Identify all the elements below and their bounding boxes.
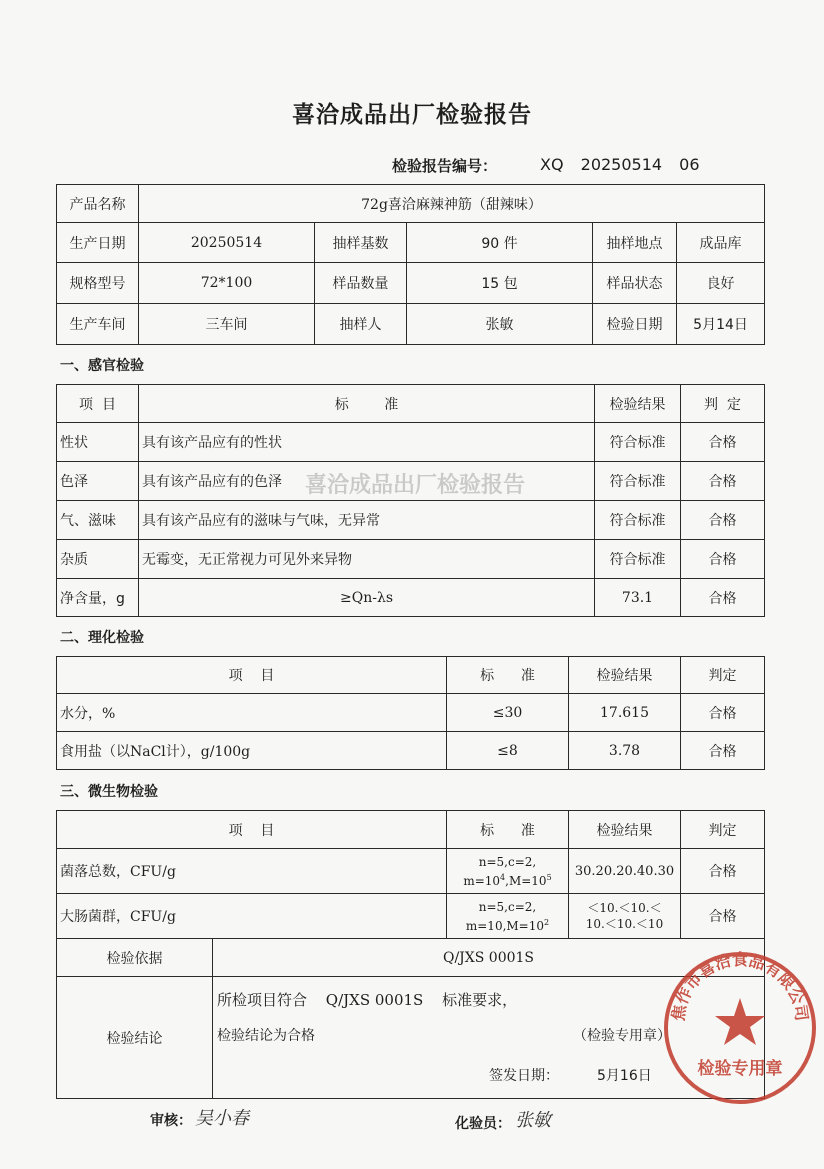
micro-item: 大肠菌群，CFU/g xyxy=(57,894,447,939)
conclusion-line2: 检验结论为合格 xyxy=(217,1028,315,1044)
sensory-header-standard: 标 准 xyxy=(139,385,595,423)
reviewer-signature: 吴小春 xyxy=(195,1108,249,1129)
sensory-result: 符合标准 xyxy=(595,462,681,501)
table-row xyxy=(57,894,765,939)
micro-std-m-exp: 2 xyxy=(544,917,550,927)
sensory-header-item: 项 目 xyxy=(57,385,139,423)
micro-item: 菌落总数，CFU/g xyxy=(57,849,447,894)
show-through-watermark: 喜洽成品出厂检验报告 xyxy=(304,473,525,498)
table-row xyxy=(57,501,765,540)
micro-result xyxy=(569,849,681,894)
table-row xyxy=(57,540,765,579)
seal-purpose: 检验专用章 xyxy=(697,1059,783,1079)
sample-place-label: 抽样地点 xyxy=(593,223,677,263)
table-row xyxy=(57,732,765,770)
test-date-label: 检验日期 xyxy=(593,304,677,345)
sensory-result: 符合标准 xyxy=(595,423,681,462)
sensory-item: 净含量，g xyxy=(57,579,139,617)
physchem-standard: ≤30 xyxy=(447,694,569,732)
tester-signature: 张敏 xyxy=(515,1110,551,1131)
table-row xyxy=(57,849,765,894)
physchem-item: 水分，% xyxy=(57,694,447,732)
seal-company-name: 焦作市喜洽食品有限公司 xyxy=(668,950,812,1023)
physchem-header-result: 检验结果 xyxy=(569,657,681,694)
micro-header-item: 项 目 xyxy=(57,811,447,849)
micro-verdict: 合格 xyxy=(681,849,765,894)
sensory-standard: 具有该产品应有的色泽 xyxy=(139,462,595,501)
sensory-verdict: 合格 xyxy=(681,423,765,462)
micro-std-m: m=10 xyxy=(463,873,501,888)
sensory-result: 符合标准 xyxy=(595,540,681,579)
sensory-result: 符合标准 xyxy=(595,501,681,540)
physchem-table xyxy=(56,656,765,770)
report-title: 喜洽成品出厂检验报告 xyxy=(292,102,532,128)
physchem-header-verdict: 判定 xyxy=(681,657,765,694)
sensory-table xyxy=(56,384,765,617)
physchem-verdict: 合格 xyxy=(681,694,765,732)
micro-header-standard: 标 准 xyxy=(447,811,569,849)
sample-qty-label: 样品数量 xyxy=(315,263,407,304)
sensory-item: 性状 xyxy=(57,423,139,462)
micro-result xyxy=(569,894,681,939)
sensory-result: 73.1 xyxy=(595,579,681,617)
sensory-verdict: 合格 xyxy=(681,501,765,540)
conclusion-line1-a: 所检项目符合 xyxy=(217,991,308,1009)
micro-table xyxy=(56,810,765,1099)
physchem-heading: 二、理化检验 xyxy=(60,630,144,646)
micro-result-line2: 10.＜10.＜10 xyxy=(585,917,664,931)
physchem-result: 3.78 xyxy=(569,732,681,770)
conclusion-label: 检验结论 xyxy=(57,977,213,1099)
product-name: 72g喜洽麻辣神筋（甜辣味） xyxy=(139,185,765,223)
table-row xyxy=(57,462,765,501)
micro-standard-line1: n=5,c=2, xyxy=(478,899,537,914)
test-date: 5月14日 xyxy=(677,304,765,345)
report-number-label: 检验报告编号： xyxy=(392,157,498,175)
sensory-standard: 具有该产品应有的滋味与气味，无异常 xyxy=(139,501,595,540)
workshop-label: 生产车间 xyxy=(57,304,139,345)
tester-label: 化验员： xyxy=(455,1116,511,1132)
basis-value: Q/JXS 0001S xyxy=(213,939,765,977)
conclusion-standard: Q/JXS 0001S xyxy=(325,991,424,1009)
sensory-verdict: 合格 xyxy=(681,579,765,617)
issue-date-label: 签发日期： xyxy=(489,1068,559,1084)
physchem-header-item: 项 目 xyxy=(57,657,447,694)
micro-standard-line2 xyxy=(450,870,565,889)
micro-std-m: m=10,M=10 xyxy=(465,918,545,933)
reviewer-label: 审核： xyxy=(150,1113,192,1129)
sampler: 张敏 xyxy=(407,304,593,345)
micro-result-line1: 30.20.20.40.30 xyxy=(574,863,675,879)
product-info-table xyxy=(56,184,765,345)
sensory-standard: 无霉变，无正常视力可见外来异物 xyxy=(139,540,595,579)
sample-state: 良好 xyxy=(677,263,765,304)
physchem-verdict: 合格 xyxy=(681,732,765,770)
sensory-header-verdict: 判 定 xyxy=(681,385,765,423)
sampler-label: 抽样人 xyxy=(315,304,407,345)
prod-date: 20250514 xyxy=(139,223,315,263)
sample-base: 90 件 xyxy=(407,223,593,263)
sensory-item: 杂质 xyxy=(57,540,139,579)
company-seal xyxy=(660,948,820,1108)
table-row xyxy=(57,579,765,617)
sensory-standard: ≥Qn-λs xyxy=(139,579,595,617)
sensory-verdict: 合格 xyxy=(681,462,765,501)
micro-heading: 三、微生物检验 xyxy=(60,784,158,800)
conclusion-line1-c: 标准要求， xyxy=(442,991,518,1009)
physchem-header-standard: 标 准 xyxy=(447,657,569,694)
physchem-standard: ≤8 xyxy=(447,732,569,770)
sensory-standard: 具有该产品应有的性状 xyxy=(139,423,595,462)
stamp-note: （检验专用章） xyxy=(573,1028,671,1044)
sample-state-label: 样品状态 xyxy=(593,263,677,304)
sensory-header-result: 检验结果 xyxy=(595,385,681,423)
micro-std-M-exp: 5 xyxy=(546,872,552,882)
report-number-value: XQ 20250514 06 xyxy=(540,155,700,174)
micro-standard xyxy=(447,849,569,894)
spec: 72*100 xyxy=(139,263,315,304)
table-row xyxy=(57,423,765,462)
physchem-item: 食用盐（以NaCl计），g/100g xyxy=(57,732,447,770)
sensory-heading: 一、感官检验 xyxy=(60,358,144,374)
conclusion-line1 xyxy=(217,989,517,1010)
micro-standard-line2 xyxy=(450,915,565,934)
sample-place: 成品库 xyxy=(677,223,765,263)
micro-standard-line1: n=5,c=2, xyxy=(478,854,537,869)
basis-label: 检验依据 xyxy=(57,939,213,977)
micro-verdict: 合格 xyxy=(681,894,765,939)
workshop: 三车间 xyxy=(139,304,315,345)
sample-qty: 15 包 xyxy=(407,263,593,304)
micro-std-M: ,M=10 xyxy=(505,873,547,888)
issue-date: 5月16日 xyxy=(597,1068,652,1084)
sensory-item: 色泽 xyxy=(57,462,139,501)
micro-result-line1: ＜10.＜10.＜ xyxy=(587,901,662,915)
micro-header-result: 检验结果 xyxy=(569,811,681,849)
sensory-verdict: 合格 xyxy=(681,540,765,579)
sample-base-label: 抽样基数 xyxy=(315,223,407,263)
micro-std-m-exp: 4 xyxy=(500,872,506,882)
micro-header-verdict: 判定 xyxy=(681,811,765,849)
product-name-label: 产品名称 xyxy=(57,185,139,223)
micro-standard xyxy=(447,894,569,939)
spec-label: 规格型号 xyxy=(57,263,139,304)
physchem-result: 17.615 xyxy=(569,694,681,732)
sensory-item: 气、滋味 xyxy=(57,501,139,540)
table-row xyxy=(57,694,765,732)
prod-date-label: 生产日期 xyxy=(57,223,139,263)
